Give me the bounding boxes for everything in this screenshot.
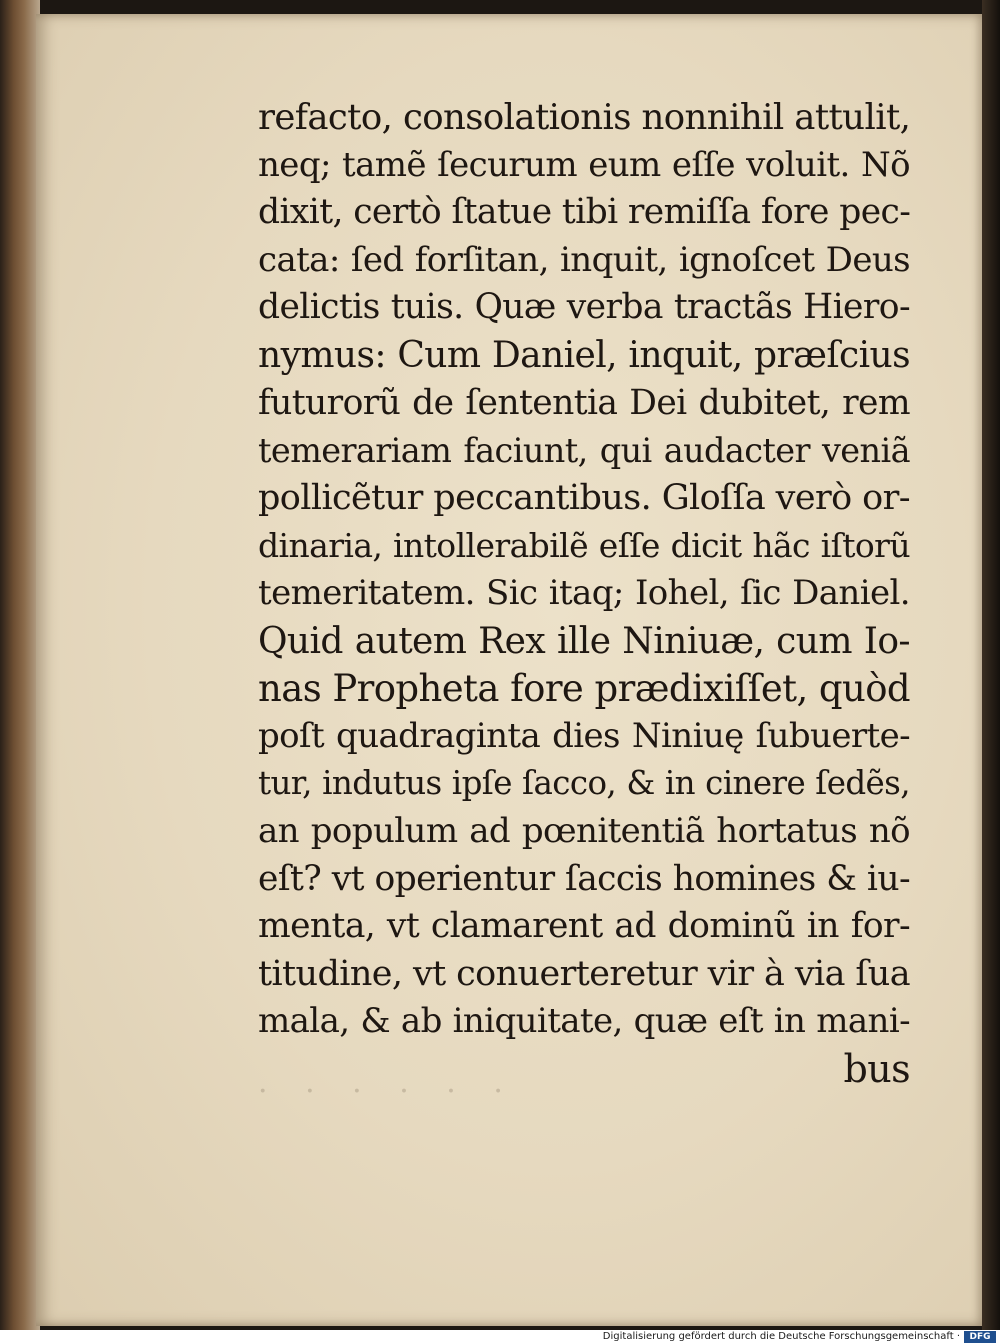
- text-line: poſt quadraginta dies Niniuę ſubuerte-: [258, 715, 910, 756]
- digitization-footer: [0, 1330, 1000, 1344]
- text-line: tur, indutus ipſe ſacco, & in cinere ſedẽs,: [258, 764, 910, 803]
- book-binding-edge: [0, 0, 40, 1330]
- text-line: futurorũ de ſententia Dei dubitet, rem: [258, 382, 910, 423]
- footer-credit: Digitalisierung gefördert durch die Deutsche Forschungsgemeinschaft ·: [602, 1331, 960, 1342]
- text-line: titudine, vt conuerteretur vir à via ſua: [258, 953, 910, 994]
- text-line: mala, & ab iniquitate, quæ eſt in mani-: [258, 1001, 910, 1042]
- text-line: nas Propheta fore prædixiſſet, quòd: [258, 667, 910, 711]
- text-line: cata: ſed forſitan, inquit, ignoſcet Deus: [258, 239, 910, 280]
- text-line: dixit, certò ſtatue tibi remiſſa fore pec-: [258, 192, 911, 233]
- text-line: temerariam faciunt, qui audacter veniã: [258, 431, 910, 471]
- text-line: Quid autem Rex ille Niniuæ, cum Io-: [258, 620, 910, 662]
- text-line: neq; tamẽ ſecurum eum eſſe voluit. Nõ: [258, 144, 910, 185]
- dfg-logo-icon: DFG: [964, 1331, 996, 1343]
- text-line: delictis tuis. Quæ verba tractãs Hiero-: [258, 287, 910, 328]
- text-line: dinaria, intollerabilẽ eſſe dicit hãc iſtorũ: [258, 526, 910, 566]
- text-line: menta, vt clamarent ad dominũ in for-: [258, 906, 910, 947]
- show-through-text: · · · · · ·: [258, 1074, 517, 1109]
- catchword: bus: [843, 1046, 910, 1091]
- text-line: an populum ad pœnitentiã hortatus nõ: [258, 810, 910, 851]
- text-line: eſt? vt operientur ſaccis homines & iu-: [258, 858, 910, 899]
- text-line: pollicẽtur peccantibus. Gloſſa verò or-: [258, 477, 910, 518]
- text-line: temeritatem. Sic itaq; Iohel, ſic Daniel.: [258, 572, 910, 613]
- page-right-edge: [982, 0, 1000, 1330]
- page-body-text: [258, 94, 910, 1093]
- text-line: refacto, consolationis nonnihil attulit,: [258, 97, 911, 138]
- text-line: nymus: Cum Daniel, inquit, præſcius: [258, 334, 910, 376]
